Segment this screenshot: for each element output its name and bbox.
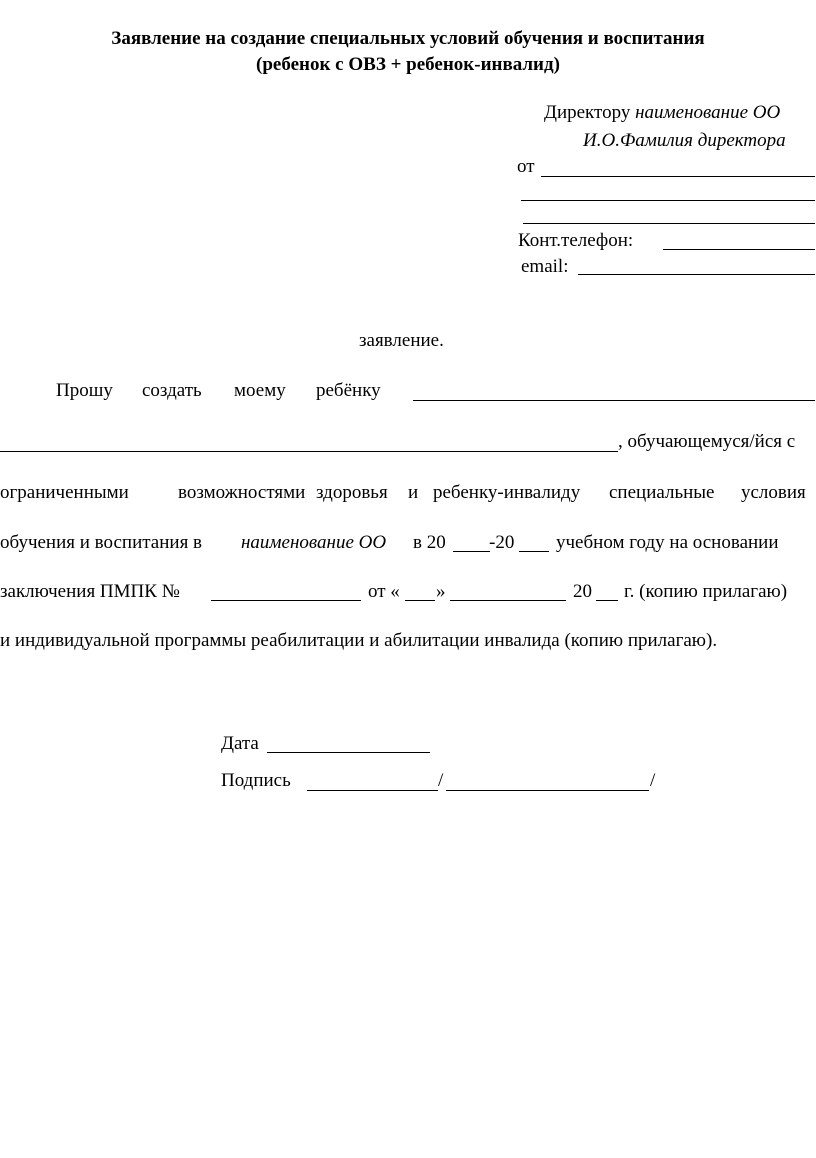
l5-part-d: 20 <box>573 581 592 602</box>
request-w4: ребёнку <box>316 380 381 401</box>
date-label: Дата <box>221 733 259 754</box>
l5-part-a: заключения ПМПК № <box>0 581 180 602</box>
from-field-line-2[interactable] <box>521 200 815 201</box>
document-title: Заявление на создание специальных условий обучения и воспитания <box>111 28 705 49</box>
l4-part-a: обучения и воспитания в <box>0 532 203 553</box>
sign-slash-1: / <box>438 770 444 791</box>
sign-field[interactable] <box>307 790 438 791</box>
doc-type-heading: заявление. <box>359 330 444 351</box>
year-start-field[interactable] <box>453 551 490 552</box>
director-org: наименование ОО <box>635 102 781 123</box>
year-end-field[interactable] <box>519 551 549 552</box>
email-field[interactable] <box>578 274 815 275</box>
document-subtitle: (ребенок с ОВЗ + ребенок-инвалид) <box>256 54 560 75</box>
phone-field[interactable] <box>663 249 815 250</box>
l4-part-d: учебном году на основании <box>556 532 779 553</box>
director-line <box>544 102 780 124</box>
student-suffix: , обучающемуся/йся с <box>618 431 796 452</box>
l3-word-3: здоровья <box>316 482 388 503</box>
l3-word-2: возможностями <box>178 482 306 503</box>
l5-part-c: » <box>436 581 446 602</box>
phone-label: Конт.телефон: <box>518 230 634 251</box>
sign-label: Подпись <box>221 770 291 791</box>
l5-part-b: от « <box>368 581 400 602</box>
sign-slash-2: / <box>650 770 656 791</box>
request-w1: Прошу <box>56 380 113 401</box>
l3-word-5: ребенку-инвалиду <box>433 482 581 503</box>
child-name-field-2[interactable] <box>0 451 618 452</box>
l3-word-1: ограниченными <box>0 482 129 503</box>
l4-org: наименование ОО <box>241 532 387 553</box>
l4-part-c: -20 <box>489 532 515 553</box>
month-field[interactable] <box>450 600 566 601</box>
pmpk-number-field[interactable] <box>211 600 361 601</box>
email-label: email: <box>521 256 569 277</box>
request-w2: создать <box>142 380 202 401</box>
day-field[interactable] <box>405 600 435 601</box>
child-name-field[interactable] <box>413 400 815 401</box>
l6-text: и индивидуальной программы реабилитации и абилитации инвалида (копию прилагаю). <box>0 630 718 651</box>
year-field[interactable] <box>596 600 618 601</box>
l3-word-6: специальные <box>609 482 715 503</box>
date-field[interactable] <box>267 752 430 753</box>
from-label: от <box>517 156 535 177</box>
from-field-line-1[interactable] <box>541 176 815 177</box>
request-w3: моему <box>234 380 286 401</box>
from-field-line-3[interactable] <box>523 223 815 224</box>
l4-part-b: в 20 <box>413 532 446 553</box>
l3-word-4: и <box>408 482 419 503</box>
l3-word-7: условия <box>741 482 806 503</box>
sign-name-field[interactable] <box>446 790 649 791</box>
director-name: И.О.Фамилия директора <box>583 130 786 151</box>
l5-part-e: г. (копию прилагаю) <box>624 581 788 602</box>
director-label: Директору <box>544 102 631 123</box>
